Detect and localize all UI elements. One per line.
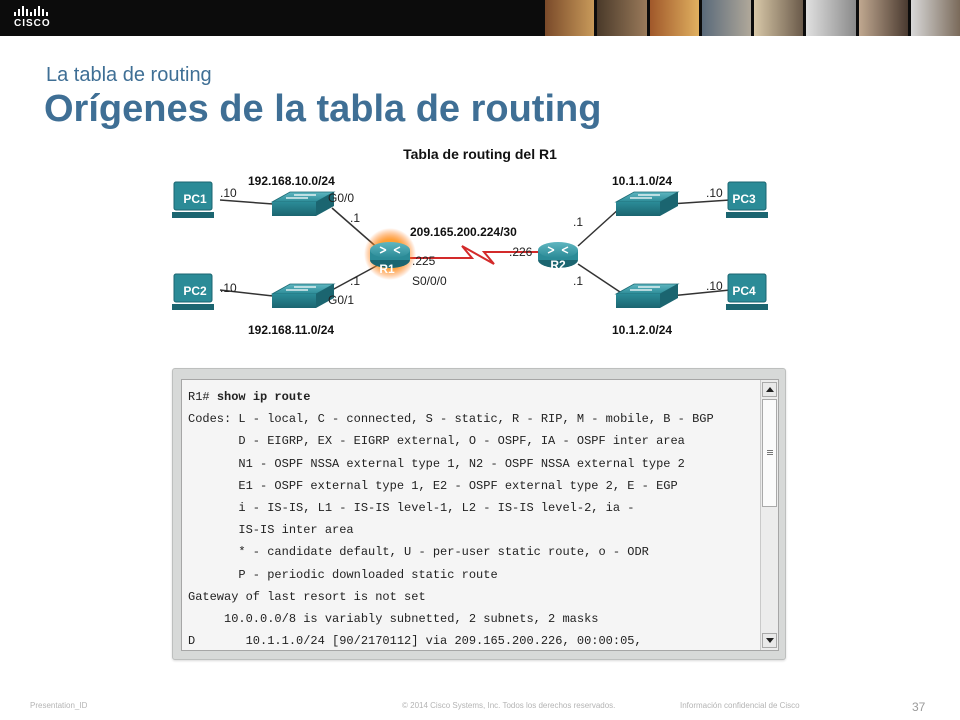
switch-lan2-icon (272, 284, 334, 308)
network-label-wan: 209.165.200.224/30 (410, 225, 517, 239)
r1-g00-interface-label: G0/0 (328, 191, 355, 205)
logo-text: CISCO (14, 18, 51, 29)
terminal-prompt: R1# (188, 390, 217, 404)
r2-wan-ip-label: .226 (509, 245, 533, 259)
scroll-down-button[interactable] (762, 633, 777, 648)
terminal-command-line (188, 386, 758, 408)
pc3-label: PC3 (732, 192, 756, 206)
r1-g01-ip-label: .1 (350, 274, 361, 288)
arrow-up-icon (766, 387, 774, 392)
grip-icon (767, 450, 773, 451)
footer-confidential: Información confidencial de Cisco (680, 701, 800, 710)
pc2-host-label: .10 (220, 281, 237, 295)
r1-label: R1 (379, 262, 395, 276)
topology-caption: Tabla de routing del R1 (403, 146, 557, 162)
slide-title: Orígenes de la tabla de routing (44, 88, 602, 130)
r2-lan3-ip-label: .1 (573, 215, 584, 229)
footer-copyright: © 2014 Cisco Systems, Inc. Todos los derechos reservados. (402, 701, 616, 710)
slide-subtitle: La tabla de routing (46, 64, 212, 86)
terminal-line: D 10.1.1.0/24 [90/2170112] via 209.165.200.226, 00:00:05, (188, 634, 642, 649)
network-label-lan1: 192.168.10.0/24 (248, 174, 335, 188)
header-bar (0, 0, 960, 36)
pc1-host-label: .10 (220, 186, 237, 200)
pc4-label: PC4 (732, 284, 756, 298)
cisco-logo (8, 5, 56, 31)
scroll-up-button[interactable] (762, 382, 777, 397)
terminal-line: IS-IS inter area (188, 523, 354, 538)
r2-lan4-ip-label: .1 (573, 274, 584, 288)
r1-serial-interface-label: S0/0/0 (412, 274, 447, 288)
terminal-scrollbar[interactable] (760, 380, 778, 650)
page-number: 37 (912, 700, 926, 714)
pc2-label: PC2 (183, 284, 207, 298)
terminal-line: Codes: L - local, C - connected, S - static, R - RIP, M - mobile, B - BGP (188, 412, 714, 427)
arrow-down-icon (766, 638, 774, 643)
pc4-host-label: .10 (706, 279, 723, 293)
terminal-command: show ip route (216, 390, 311, 404)
network-label-lan4: 10.1.2.0/24 (612, 323, 673, 337)
terminal-line: i - IS-IS, L1 - IS-IS level-1, L2 - IS-IS level-2, ia - (188, 501, 635, 516)
terminal-line: * - candidate default, U - per-user static route, o - ODR (188, 545, 649, 560)
network-topology-diagram (150, 140, 810, 345)
terminal-line: N1 - OSPF NSSA external type 1, N2 - OSPF NSSA external type 2 (188, 456, 685, 471)
footer-presentation-id: Presentation_ID (30, 701, 88, 710)
terminal-lines (188, 386, 758, 651)
scrollbar-thumb[interactable] (762, 399, 777, 507)
network-label-lan2: 192.168.11.0/24 (248, 323, 335, 337)
terminal-line: Gateway of last resort is not set (188, 589, 426, 604)
terminal-line: P - periodic downloaded static route (188, 567, 498, 582)
terminal-line: E1 - OSPF external type 1, E2 - OSPF external type 2, E - EGP (188, 478, 678, 493)
terminal-line: 10.0.0.0/8 is variably subnetted, 2 subnets, 2 masks (188, 612, 599, 627)
switch-lan1-icon (272, 192, 334, 216)
switch-lan4-icon (616, 284, 678, 308)
terminal-line: D - EIGRP, EX - EIGRP external, O - OSPF, IA - OSPF inter area (188, 434, 685, 449)
terminal-output-area[interactable] (181, 379, 779, 651)
pc3-host-label: .10 (706, 186, 723, 200)
r2-label: R2 (550, 258, 566, 272)
r1-g00-ip-label: .1 (350, 211, 361, 225)
header-photo-strip (545, 0, 960, 36)
r1-serial-ip-label: .225 (412, 254, 436, 268)
r1-g01-interface-label: G0/1 (328, 293, 355, 307)
network-label-lan3: 10.1.1.0/24 (612, 174, 673, 188)
pc1-label: PC1 (183, 192, 207, 206)
terminal-window (172, 368, 786, 660)
switch-lan3-icon (616, 192, 678, 216)
